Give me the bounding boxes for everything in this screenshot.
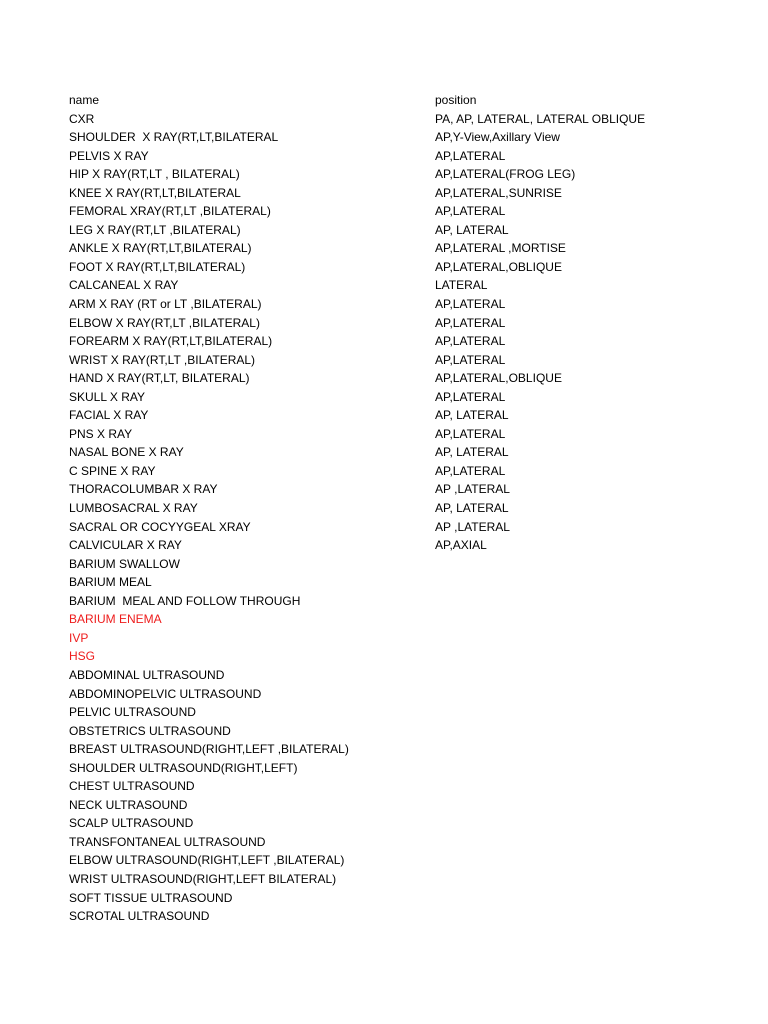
row-name-cell: BARIUM SWALLOW <box>69 556 180 571</box>
row-name-cell: WRIST X RAY(RT,LT ,BILATERAL) <box>69 352 256 367</box>
row-name-cell: NASAL BONE X RAY <box>69 445 184 460</box>
row-position-cell <box>435 629 755 648</box>
row-position-cell: AP ,LATERAL <box>435 519 510 534</box>
row-name-cell: ARM X RAY (RT or LT ,BILATERAL) <box>69 297 262 312</box>
row-name-cell: SOFT TISSUE ULTRASOUND <box>69 890 233 905</box>
row-position-cell: AP,LATERAL <box>435 352 506 367</box>
row-position-cell: AP,LATERAL,SUNRISE <box>435 185 562 200</box>
row-position-cell <box>435 722 755 741</box>
row-position-cell <box>435 796 755 815</box>
row-name-cell: KNEE X RAY(RT,LT,BILATERAL <box>69 185 241 200</box>
row-name-cell: SHOULDER ULTRASOUND(RIGHT,LEFT) <box>69 760 298 775</box>
row-position-cell: AP, LATERAL <box>435 501 509 516</box>
row-name-cell: CHEST ULTRASOUND <box>69 779 195 794</box>
row-position-cell: AP,AXIAL <box>435 538 487 553</box>
row-name-cell: PELVIC ULTRASOUND <box>69 705 196 720</box>
row-name-cell: FOOT X RAY(RT,LT,BILATERAL) <box>69 259 246 274</box>
row-name-cell: FACIAL X RAY <box>69 408 149 423</box>
row-position-cell <box>435 703 755 722</box>
row-position-cell <box>435 740 755 759</box>
row-name-cell: WRIST ULTRASOUND(RIGHT,LEFT BILATERAL) <box>69 871 337 886</box>
row-position-cell: AP,LATERAL <box>435 463 506 478</box>
row-name-cell: ELBOW X RAY(RT,LT ,BILATERAL) <box>69 315 260 330</box>
row-position-cell <box>435 666 755 685</box>
row-name-cell: OBSTETRICS ULTRASOUND <box>69 723 231 738</box>
row-position-cell <box>435 555 755 574</box>
row-name-cell: SACRAL OR COCYYGEAL XRAY <box>69 519 251 534</box>
row-position-cell <box>435 833 755 852</box>
row-name-cell: BARIUM MEAL <box>69 575 152 590</box>
row-position-cell <box>435 870 755 889</box>
row-position-cell <box>435 889 755 908</box>
name-column-header: name <box>69 93 100 107</box>
row-position-cell: AP,LATERAL <box>435 389 506 404</box>
row-name-cell: PNS X RAY <box>69 426 133 441</box>
row-name-cell: FOREARM X RAY(RT,LT,BILATERAL) <box>69 334 273 349</box>
row-name-cell: LEG X RAY(RT,LT ,BILATERAL) <box>69 222 241 237</box>
row-name-cell: HIP X RAY(RT,LT , BILATERAL) <box>69 167 240 182</box>
row-position-cell: AP,LATERAL ,MORTISE <box>435 241 566 256</box>
row-name-cell: CALCANEAL X RAY <box>69 278 179 293</box>
row-position-cell: AP,LATERAL <box>435 334 506 349</box>
row-name-cell: BARIUM ENEMA <box>69 612 162 627</box>
row-position-cell: PA, AP, LATERAL, LATERAL OBLIQUE <box>435 111 646 126</box>
row-position-cell: LATERAL <box>435 278 488 293</box>
row-name-cell: CALVICULAR X RAY <box>69 538 182 553</box>
row-name-cell: SHOULDER X RAY(RT,LT,BILATERAL <box>69 130 279 145</box>
row-position-cell <box>435 777 755 796</box>
row-position-cell <box>435 592 755 611</box>
row-name-cell: C SPINE X RAY <box>69 463 156 478</box>
row-position-cell <box>435 851 755 870</box>
row-name-cell: HAND X RAY(RT,LT, BILATERAL) <box>69 371 250 386</box>
row-name-cell: FEMORAL XRAY(RT,LT ,BILATERAL) <box>69 204 271 219</box>
row-name-cell: LUMBOSACRAL X RAY <box>69 501 198 516</box>
row-name-cell: ELBOW ULTRASOUND(RIGHT,LEFT ,BILATERAL) <box>69 853 345 868</box>
row-name-cell: SKULL X RAY <box>69 389 146 404</box>
row-name-cell: BARIUM MEAL AND FOLLOW THROUGH <box>69 593 301 608</box>
row-position-cell <box>435 685 755 704</box>
row-position-cell: AP,LATERAL,OBLIQUE <box>435 371 562 386</box>
row-position-cell: AP,LATERAL <box>435 148 506 163</box>
row-position-cell: AP, LATERAL <box>435 445 509 460</box>
row-name-cell: BREAST ULTRASOUND(RIGHT,LEFT ,BILATERAL) <box>69 742 349 757</box>
row-position-cell <box>435 759 755 778</box>
row-position-cell: AP, LATERAL <box>435 222 509 237</box>
row-position-cell: AP,LATERAL <box>435 204 506 219</box>
row-position-cell: AP,Y-View,Axillary View <box>435 130 560 145</box>
row-name-cell: HSG <box>69 649 96 664</box>
row-name-cell: ABDOMINOPELVIC ULTRASOUND <box>69 686 262 701</box>
row-position-cell: AP,LATERAL <box>435 426 506 441</box>
row-position-cell: AP, LATERAL <box>435 408 509 423</box>
row-name-cell: TRANSFONTANEAL ULTRASOUND <box>69 834 266 849</box>
row-position-cell <box>435 647 755 666</box>
position-column <box>435 91 755 926</box>
row-position-cell: AP,LATERAL(FROG LEG) <box>435 167 576 182</box>
row-name-cell: ABDOMINAL ULTRASOUND <box>69 667 225 682</box>
row-name-cell: IVP <box>69 630 89 645</box>
row-position-cell <box>435 907 755 926</box>
row-position-cell: AP,LATERAL <box>435 315 506 330</box>
row-position-cell <box>435 610 755 629</box>
row-position-cell <box>435 573 755 592</box>
row-position-cell: AP,LATERAL,OBLIQUE <box>435 259 562 274</box>
row-name-cell: NECK ULTRASOUND <box>69 797 188 812</box>
position-column-header: position <box>435 93 477 107</box>
row-position-cell <box>435 814 755 833</box>
row-name-cell: PELVIS X RAY <box>69 148 149 163</box>
row-name-cell: SCROTAL ULTRASOUND <box>69 909 210 924</box>
row-name-cell: SCALP ULTRASOUND <box>69 816 194 831</box>
row-name-cell: ANKLE X RAY(RT,LT,BILATERAL) <box>69 241 252 256</box>
row-name-cell: CXR <box>69 111 95 126</box>
row-position-cell: AP ,LATERAL <box>435 482 510 497</box>
row-position-cell: AP,LATERAL <box>435 297 506 312</box>
name-column <box>69 91 419 926</box>
row-name-cell: THORACOLUMBAR X RAY <box>69 482 218 497</box>
